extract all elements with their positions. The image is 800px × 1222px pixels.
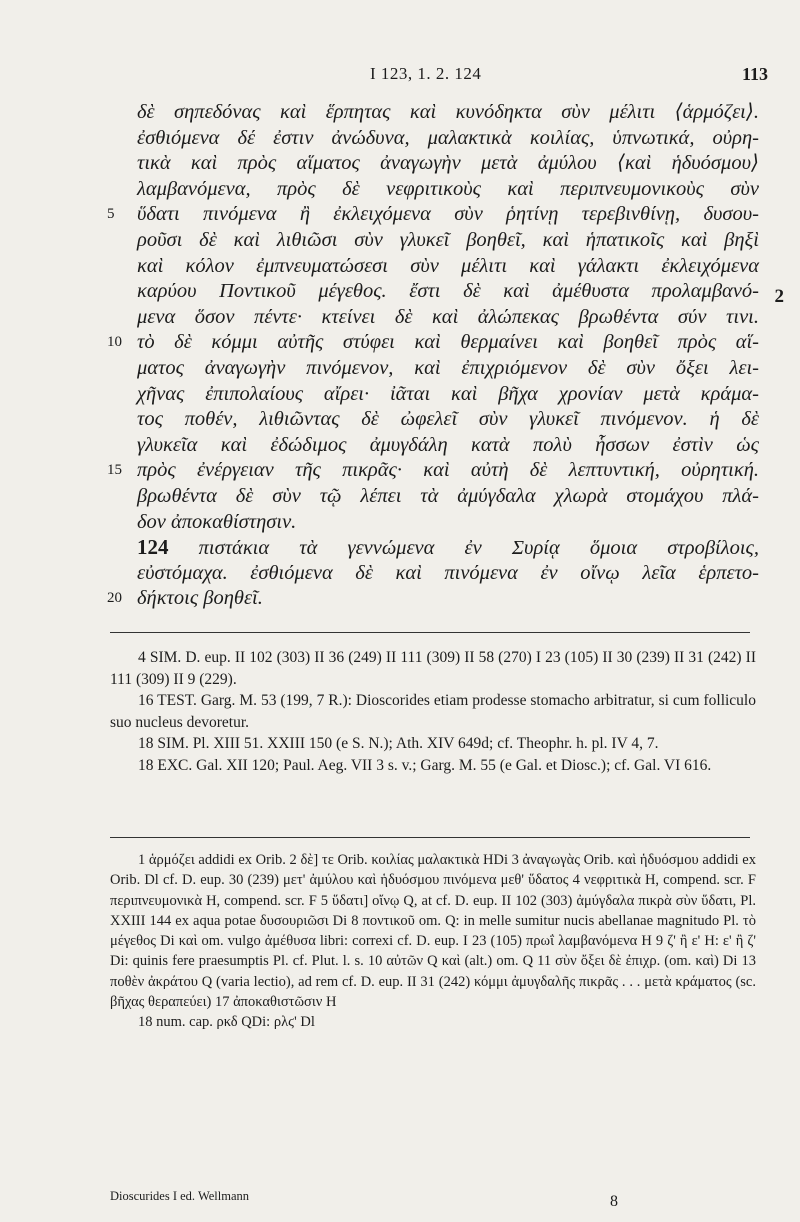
line-text: εὐστόμαχα. ἐσθιόμενα δὲ καὶ πινόμενα ἐν οἴνῳ λεῖα ἑρπετο- — [137, 561, 759, 584]
greek-main-text — [107, 100, 759, 612]
text-line — [137, 279, 759, 305]
text-line — [137, 484, 759, 510]
line-text: γλυκεῖα καὶ ἐδώδιμος ἀμυγδάλη κατὰ πολὺ ἧσσων ἐστὶν ὡς — [137, 433, 759, 456]
line-text: δὲ σηπεδόνας καὶ ἕρπητας καὶ κυνόδηκτα σὺν μέλιτι ⟨ἁρμόζει⟩. — [137, 101, 759, 123]
text-line — [137, 151, 759, 177]
text-line — [137, 510, 759, 536]
line-number: 5 — [107, 206, 115, 223]
line-text: τὸ δὲ κόμμι αὐτῆς στύφει καὶ θερμαίνει καὶ βοηθεῖ πρὸς αἵ- — [137, 331, 759, 354]
line-text: τικὰ καὶ πρὸς αἵματος ἀναγωγὴν μετὰ ἀμύλου ⟨καὶ ἡδυόσμου⟩ — [137, 152, 759, 175]
line-text: τος ποθέν, λιθιῶντας δὲ ὠφελεῖ σὺν γλυκεῖ πινόμενον. ἡ δὲ — [137, 408, 759, 431]
testimonia-entry: 18 EXC. Gal. XII 120; Paul. Aeg. VII 3 s. v.; Garg. M. 55 (e Gal. et Diosc.); cf. Gal. VI 616. — [138, 756, 712, 774]
divider-rule — [110, 632, 750, 633]
line-text: ροῦσι δὲ καὶ λιθιῶσι σὺν γλυκεῖ βοηθεῖ, καὶ ἡπατικοῖς καὶ βηξὶ — [137, 228, 759, 251]
text-line — [107, 330, 759, 356]
testimonia-entry: 16 TEST. Garg. M. 53 (199, 7 R.): Dioscorides etiam prodesse stomacho arbitratur, si cum folliculo suo nucleus devoretur. — [110, 692, 756, 731]
apparatus-entry: 1 ἁρμόζει addidi ex Orib. 2 δὲ] τε Orib. κοιλίας μαλακτικὰ HDi 3 ἀναγωγὰς Orib. καὶ ἡδυόσμου addidi ex Orib. Dl cf. D. eup. 30 (239) μετ' ἀμύλου καὶ ἡδυόσμου πινόμενα μεθ' ὕδατος 4 νεφριτικὰ H, compend. scr. F περιπνευμονικὰ H, compend. scr. F 5 ὕδατι] οἴνῳ Q, at cf. D. eup. II 102 (303) ἀμύγδαλα πικρὰ σὺν ὕδατι, Pl. XXIII 144 ex aqua potae δυσουριῶσι Di 8 ποντικοῦ om. Q: in melle sumitur nucis abellanae magnitudo Pl. τὸ μέγεθος Di καὶ om. vulgo ἀμέθυσα libri: correxi cf. D. eup. I 23 (105) πρωΐ λαμβανόμενα H 9 ζ' ἢ ε' H: ε' ἢ ζ' Di: quinis fere praesumptis Pl. cf. Plut. l. s. 10 αὐτῶν Q καὶ (alt.) om. Q 11 σὺν ὄξει δὲ ἐπιχρ. (om. καὶ) Di 13 ποθὲν ἀκράτου Q (varia lectio), ad rem cf. D. eup. II 31 (242) κόμμι ἀμυγδαλῆς πικρᾶς . . . μετὰ κράματος (sc. βῆχας θεραπεύει) 17 ἀποκαθιστῶσιν H — [110, 852, 756, 1011]
text-line — [107, 458, 759, 484]
line-text: ὕδατι πινόμενα ἢ ἐκλειχόμενα σὺν ῥητίνῃ τερεβινθίνῃ, δυσου- — [137, 203, 759, 226]
signature-mark: 8 — [610, 1193, 618, 1210]
page-header — [0, 64, 800, 88]
line-text: δον ἀποκαθίστησιν. — [137, 510, 297, 533]
line-text: πιστάκια τὰ γεννώμενα ἐν Συρίᾳ ὅμοια στροβίλοις, — [168, 537, 759, 560]
running-head: I 123, 1. 2. 124 — [370, 64, 482, 83]
line-number: 10 — [107, 334, 122, 351]
text-line — [137, 100, 759, 126]
line-text: μενα ὅσον πέντε· κτείνει δὲ καὶ ἀλώπεκας βρωθέντα σύν τινι. — [137, 305, 759, 328]
text-line — [137, 407, 759, 433]
footer-edition: Dioscurides I ed. Wellmann — [110, 1189, 250, 1203]
line-text: πρὸς ἐνέργειαν τῆς πικρᾶς· καὶ αὐτὴ δὲ λεπτυντική, οὐρητική. — [137, 459, 759, 482]
line-text: χῆνας ἐπιπολαίους αἴρει· ἰᾶται καὶ βῆχα χρονίαν μετὰ κράμα- — [137, 382, 759, 405]
text-line — [137, 126, 759, 152]
text-line — [107, 586, 759, 612]
testimonia-apparatus — [110, 647, 756, 777]
line-text: καρύου Ποντικοῦ μέγεθος. ἔστι δὲ καὶ ἀμέθυστα προλαμβανό- — [137, 280, 759, 303]
line-text: ἐσθιόμενα δέ ἐστιν ἀνώδυνα, μαλακτικὰ κοιλίας, ὑπνωτικά, οὐρη- — [137, 126, 759, 149]
line-number: 20 — [107, 590, 122, 607]
margin-section-number: 2 — [774, 286, 784, 307]
divider-rule — [110, 837, 750, 838]
text-line — [137, 382, 759, 408]
text-line — [137, 254, 759, 280]
apparatus-entry: 18 num. cap. ρκδ QDi: ρλϛ' Dl — [138, 1014, 315, 1031]
text-line — [137, 228, 759, 254]
section-number: 124 — [137, 535, 169, 560]
testimonia-entry: 18 SIM. Pl. XIII 51. XXIII 150 (e S. N.); Ath. XIV 649d; cf. Theophr. h. pl. IV 4, 7. — [138, 735, 659, 753]
line-text: ματος ἀναγωγὴν πινόμενον, καὶ ἐπιχριόμενον δὲ σὺν ὄξει λει- — [137, 356, 759, 379]
page-number: 113 — [741, 64, 768, 84]
line-text: δήκτοις βοηθεῖ. — [137, 587, 263, 610]
testimonia-entry: 4 SIM. D. eup. II 102 (303) II 36 (249) II 111 (309) II 58 (270) I 23 (105) II 30 (239) II 31 (242) II 111 (309) II 9 (229). — [110, 649, 756, 688]
text-line — [137, 535, 759, 561]
text-line — [137, 305, 759, 331]
line-text: βρωθέντα δὲ σὺν τῷ λέπει τὰ ἀμύγδαλα χλωρὰ στομάχου πλά- — [137, 484, 759, 507]
line-text: καὶ κόλον ἐμπνευματώσεσι σὺν μέλιτι καὶ γάλακτι ἐκλειχόμενα — [137, 254, 759, 277]
line-text: λαμβανόμενα, πρὸς δὲ νεφριτικοὺς καὶ περιπνευμονικοὺς σὺν — [137, 177, 759, 200]
text-line — [137, 356, 759, 382]
text-line — [137, 561, 759, 587]
critical-apparatus — [110, 850, 756, 1033]
text-line — [107, 202, 759, 228]
text-line — [137, 433, 759, 459]
line-number: 15 — [107, 462, 122, 479]
text-line — [137, 177, 759, 203]
